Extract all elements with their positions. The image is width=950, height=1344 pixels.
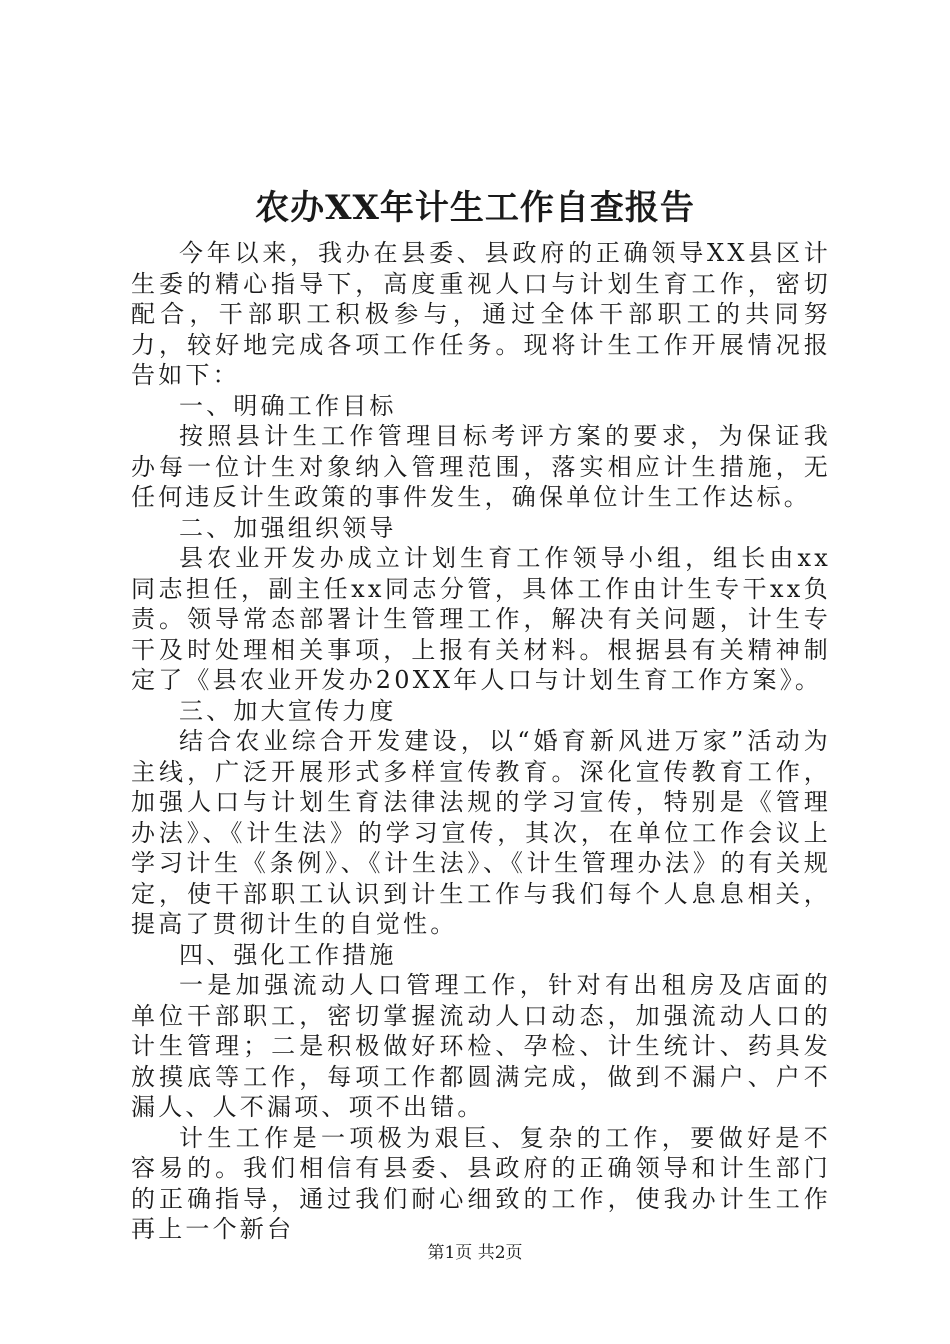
section-heading-3: 三、加大宣传力度 <box>179 696 397 725</box>
paragraph-intro: 今年以来，我办在县委、县政府的正确领导XX县区计生委的精心指导下，高度重视人口与计划生育工作，密切配合，干部职工积极参与，通过全体干部职工的共同努力，较好地完成各项工作任务。现将计生工作开展情况报告如下： <box>131 239 831 389</box>
document-title: 农办XX年计生工作自查报告 <box>255 188 695 228</box>
section-heading-4: 四、强化工作措施 <box>179 940 397 969</box>
section-heading-2: 二、加强组织领导 <box>179 513 397 542</box>
section-heading-1: 一、明确工作目标 <box>179 391 397 420</box>
page-number-footer: 第1页 共2页 <box>427 1243 523 1263</box>
paragraph-section-3: 结合农业综合开发建设，以“婚育新风进万家”活动为主线，广泛开展形式多样宣传教育。深化宣传教育工作，加强人口与计划生育法律法规的学习宣传，特别是《管理办法》、《计生法》的学习宣传，其次，在单位工作会议上学习计生《条例》、《计生法》、《计生管理办法》的有关规定，使干部职工认识到计生工作与我们每个人息息相关，提高了贯彻计生的自觉性。 <box>131 727 831 938</box>
document-body <box>131 238 831 1245</box>
paragraph-section-4: 一是加强流动人口管理工作，针对有出租房及店面的单位干部职工，密切掌握流动人口动态，加强流动人口的计生管理；二是积极做好环检、孕检、计生统计、药具发放摸底等工作，每项工作都圆满完成，做到不漏户、户不漏人、人不漏项、项不出错。 <box>131 971 831 1121</box>
paragraph-section-2: 县农业开发办成立计划生育工作领导小组，组长由xx同志担任，副主任xx同志分管，具体工作由计生专干xx负责。领导常态部署计生管理工作，解决有关问题，计生专干及时处理相关事项，上报有关材料。根据县有关精神制定了《县农业开发办20XX年人口与计划生育工作方案》。 <box>131 544 831 694</box>
paragraph-section-1: 按照县计生工作管理目标考评方案的要求，为保证我办每一位计生对象纳入管理范围，落实相应计生措施，无任何违反计生政策的事件发生，确保单位计生工作达标。 <box>131 422 831 511</box>
paragraph-conclusion: 计生工作是一项极为艰巨、复杂的工作，要做好是不容易的。我们相信有县委、县政府的正确领导和计生部门的正确指导，通过我们耐心细致的工作，使我办计生工作再上一个新台 <box>131 1123 831 1243</box>
